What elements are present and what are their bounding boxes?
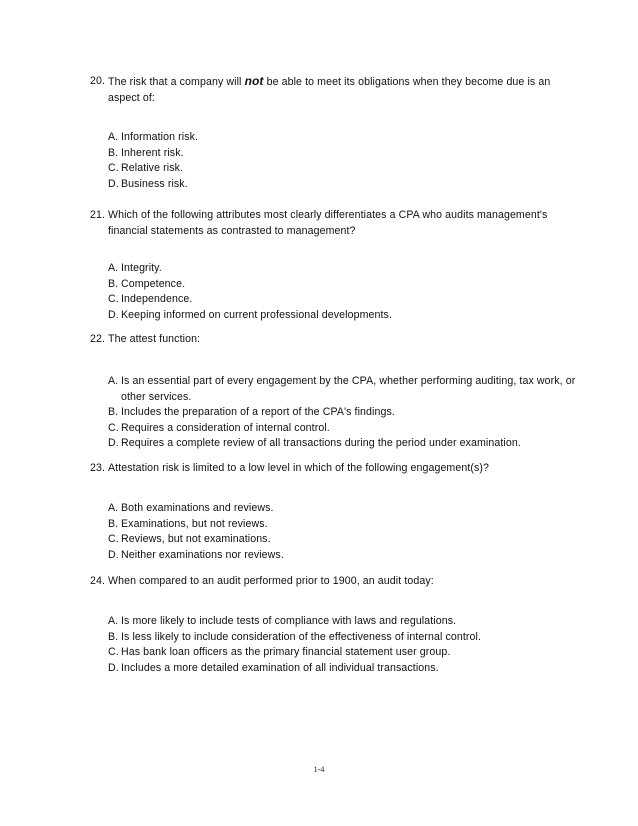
option-b [108, 405, 578, 421]
option-text: Is an essential part of every engagement by the CPA, whether performing auditing, tax work, or other services. [121, 375, 576, 403]
option-text: Integrity. [121, 262, 162, 274]
option-text: Keeping informed on current professional developments. [121, 308, 392, 321]
question-number: 24. [90, 575, 106, 587]
option-letter: C. [108, 293, 119, 305]
question-23 [90, 460, 560, 476]
options-21 [108, 261, 578, 323]
question-text [108, 73, 560, 106]
option-letter: D. [108, 308, 119, 321]
question-text: Which of the following attributes most clearly differentiates a CPA who audits management's financial statements as contrasted to management? [108, 209, 548, 237]
page-number: 1-4 [313, 765, 325, 774]
option-text: Inherent risk. [121, 146, 184, 159]
option-b [108, 517, 578, 533]
option-text: Business risk. [121, 177, 188, 190]
option-a [108, 614, 578, 630]
option-text: Competence. [121, 277, 186, 290]
option-letter: B. [108, 517, 119, 530]
option-letter: D. [108, 661, 119, 674]
option-text: Requires a complete review of all transactions during the period under examination. [121, 437, 521, 449]
option-d [108, 661, 578, 677]
question-24 [90, 573, 560, 589]
question-22 [90, 331, 560, 347]
options-20 [108, 130, 578, 192]
option-letter: C. [108, 533, 119, 545]
option-text: Requires a consideration of internal control. [121, 421, 330, 434]
option-letter: D. [108, 548, 119, 561]
option-letter: D. [108, 437, 119, 449]
option-d [108, 308, 578, 324]
option-letter: D. [108, 177, 119, 190]
option-text: Independence. [121, 293, 193, 305]
option-a [108, 501, 578, 517]
option-text: Is less likely to include consideration of the effectiveness of internal control. [121, 630, 482, 643]
option-d [108, 177, 578, 193]
option-b [108, 277, 578, 293]
question-text-before: The risk that a company will [108, 76, 245, 88]
option-text: Examinations, but not reviews. [121, 517, 268, 530]
question-text: The attest function: [108, 333, 201, 345]
option-c [108, 645, 578, 661]
option-letter: C. [108, 162, 119, 174]
option-letter: A. [108, 502, 119, 514]
option-d [108, 436, 578, 452]
option-a [108, 261, 578, 277]
option-text: Relative risk. [121, 162, 184, 174]
question-20 [90, 73, 560, 106]
option-text: Information risk. [121, 131, 199, 143]
question-number: 21. [90, 209, 106, 221]
option-text: Includes the preparation of a report of the CPA's findings. [121, 406, 395, 418]
option-a [108, 374, 578, 405]
option-letter: A. [108, 262, 119, 274]
question-text-after: be able to meet its obligations when they become due is an aspect of: [108, 76, 551, 104]
question-number: 20. [90, 75, 106, 87]
question-number: 23. [90, 462, 106, 474]
option-text: Reviews, but not examinations. [121, 533, 271, 545]
option-letter: A. [108, 375, 119, 387]
option-text: Both examinations and reviews. [121, 502, 274, 514]
option-letter: B. [108, 406, 119, 418]
option-letter: B. [108, 277, 119, 290]
option-letter: A. [108, 615, 119, 627]
question-text-emphasis: not [244, 74, 264, 88]
option-c [108, 421, 578, 437]
option-c [108, 292, 578, 308]
options-24 [108, 614, 578, 676]
option-c [108, 161, 578, 177]
option-b [108, 146, 578, 162]
question-21 [90, 207, 560, 239]
options-23 [108, 501, 578, 563]
option-b [108, 630, 578, 646]
option-text: Has bank loan officers as the primary financial statement user group. [121, 646, 451, 658]
option-letter: B. [108, 146, 119, 159]
option-letter: C. [108, 421, 119, 434]
option-c [108, 532, 578, 548]
option-letter: C. [108, 646, 119, 658]
options-22 [108, 374, 578, 452]
question-text: When compared to an audit performed prior to 1900, an audit today: [108, 575, 434, 587]
option-text: Neither examinations nor reviews. [121, 548, 284, 561]
option-a [108, 130, 578, 146]
option-text: Is more likely to include tests of compliance with laws and regulations. [121, 615, 457, 627]
option-text: Includes a more detailed examination of all individual transactions. [121, 661, 439, 674]
option-d [108, 548, 578, 564]
question-number: 22. [90, 333, 106, 345]
question-text: Attestation risk is limited to a low level in which of the following engagement(s)? [108, 462, 490, 474]
option-letter: B. [108, 630, 119, 643]
option-letter: A. [108, 131, 119, 143]
